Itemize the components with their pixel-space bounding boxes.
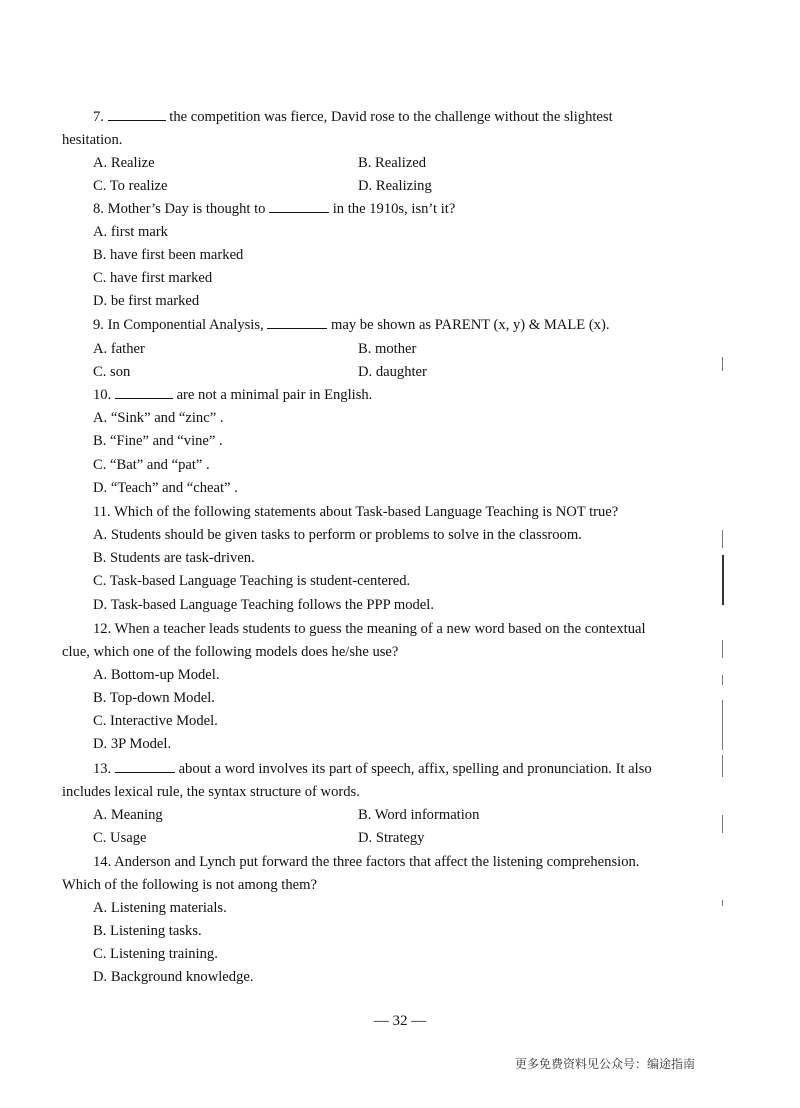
question-7-option-a: A. Realize xyxy=(93,155,155,171)
page-number: — 32 — xyxy=(373,1013,427,1029)
scan-mark xyxy=(722,640,723,658)
question-11-option-a: A. Students should be given tasks to perform or problems to solve in the classroom. xyxy=(93,527,582,543)
scan-mark xyxy=(722,700,723,750)
question-14-option-d: D. Background knowledge. xyxy=(93,969,254,985)
question-13-option-d: D. Strategy xyxy=(358,830,425,846)
question-14-stem-cont: Which of the following is not among them? xyxy=(62,877,317,893)
question-10-option-b: B. “Fine” and “vine” . xyxy=(93,433,223,449)
question-12-option-c: C. Interactive Model. xyxy=(93,713,218,729)
question-11-option-d: D. Task-based Language Teaching follows the PPP model. xyxy=(93,597,434,613)
question-14-option-b: B. Listening tasks. xyxy=(93,923,202,939)
question-14-option-c: C. Listening training. xyxy=(93,946,218,962)
question-10-option-a: A. “Sink” and “zinc” . xyxy=(93,410,224,426)
scan-mark xyxy=(722,357,723,371)
question-10-option-c: C. “Bat” and “pat” . xyxy=(93,457,210,473)
question-14-option-a: A. Listening materials. xyxy=(93,900,227,916)
answer-blank xyxy=(267,315,327,329)
question-7-stem-cont: hesitation. xyxy=(62,132,123,148)
question-10-stem: 10. are not a minimal pair in English. xyxy=(93,387,373,403)
question-8-option-a: A. first mark xyxy=(93,224,168,240)
question-13-stem: 13. about a word involves its part of speech, affix, spelling and pronunciation. It also xyxy=(93,761,652,777)
question-7-option-d: D. Realizing xyxy=(358,178,432,194)
question-14-stem: 14. Anderson and Lynch put forward the three factors that affect the listening comprehension. xyxy=(93,854,640,870)
question-11-option-b: B. Students are task-driven. xyxy=(93,550,255,566)
question-13-option-b: B. Word information xyxy=(358,807,480,823)
scan-mark xyxy=(722,555,724,605)
question-8-option-c: C. have first marked xyxy=(93,270,213,286)
question-12-option-b: B. Top-down Model. xyxy=(93,690,215,706)
answer-blank xyxy=(269,199,329,213)
question-13-option-c: C. Usage xyxy=(93,830,147,846)
scan-mark xyxy=(722,900,723,906)
question-7-option-c: C. To realize xyxy=(93,178,168,194)
answer-blank xyxy=(115,385,173,399)
question-10-option-d: D. “Teach” and “cheat” . xyxy=(93,480,238,496)
answer-blank xyxy=(115,759,175,773)
question-12-stem: 12. When a teacher leads students to guess the meaning of a new word based on the contextual xyxy=(93,621,646,637)
scan-mark xyxy=(722,675,723,685)
question-9-option-d: D. daughter xyxy=(358,364,427,380)
question-9-option-b: B. mother xyxy=(358,341,417,357)
question-8-option-b: B. have first been marked xyxy=(93,247,244,263)
watermark-text: 更多免费资料见公众号：编途指南 xyxy=(514,1057,695,1071)
question-12-stem-cont: clue, which one of the following models does he/she use? xyxy=(62,644,399,660)
scan-mark xyxy=(722,815,723,833)
question-9-option-a: A. father xyxy=(93,341,145,357)
question-12-option-d: D. 3P Model. xyxy=(93,736,172,752)
question-9-option-c: C. son xyxy=(93,364,131,380)
question-11-option-c: C. Task-based Language Teaching is student-centered. xyxy=(93,573,411,589)
question-7-option-b: B. Realized xyxy=(358,155,427,171)
question-12-option-a: A. Bottom-up Model. xyxy=(93,667,220,683)
question-9-stem: 9. In Componential Analysis, may be shown as PARENT (x, y) & MALE (x). xyxy=(93,317,610,333)
question-11-stem: 11. Which of the following statements about Task-based Language Teaching is NOT true? xyxy=(93,504,619,520)
question-13-stem-cont: includes lexical rule, the syntax structure of words. xyxy=(62,784,360,800)
scan-mark xyxy=(722,530,723,548)
scan-mark xyxy=(722,755,723,777)
question-8-option-d: D. be first marked xyxy=(93,293,200,309)
question-13-option-a: A. Meaning xyxy=(93,807,163,823)
question-8-stem: 8. Mother’s Day is thought to in the 1910s, isn’t it? xyxy=(93,201,456,217)
answer-blank xyxy=(108,107,166,121)
question-7-stem: 7. the competition was fierce, David rose to the challenge without the slightest xyxy=(93,109,613,125)
